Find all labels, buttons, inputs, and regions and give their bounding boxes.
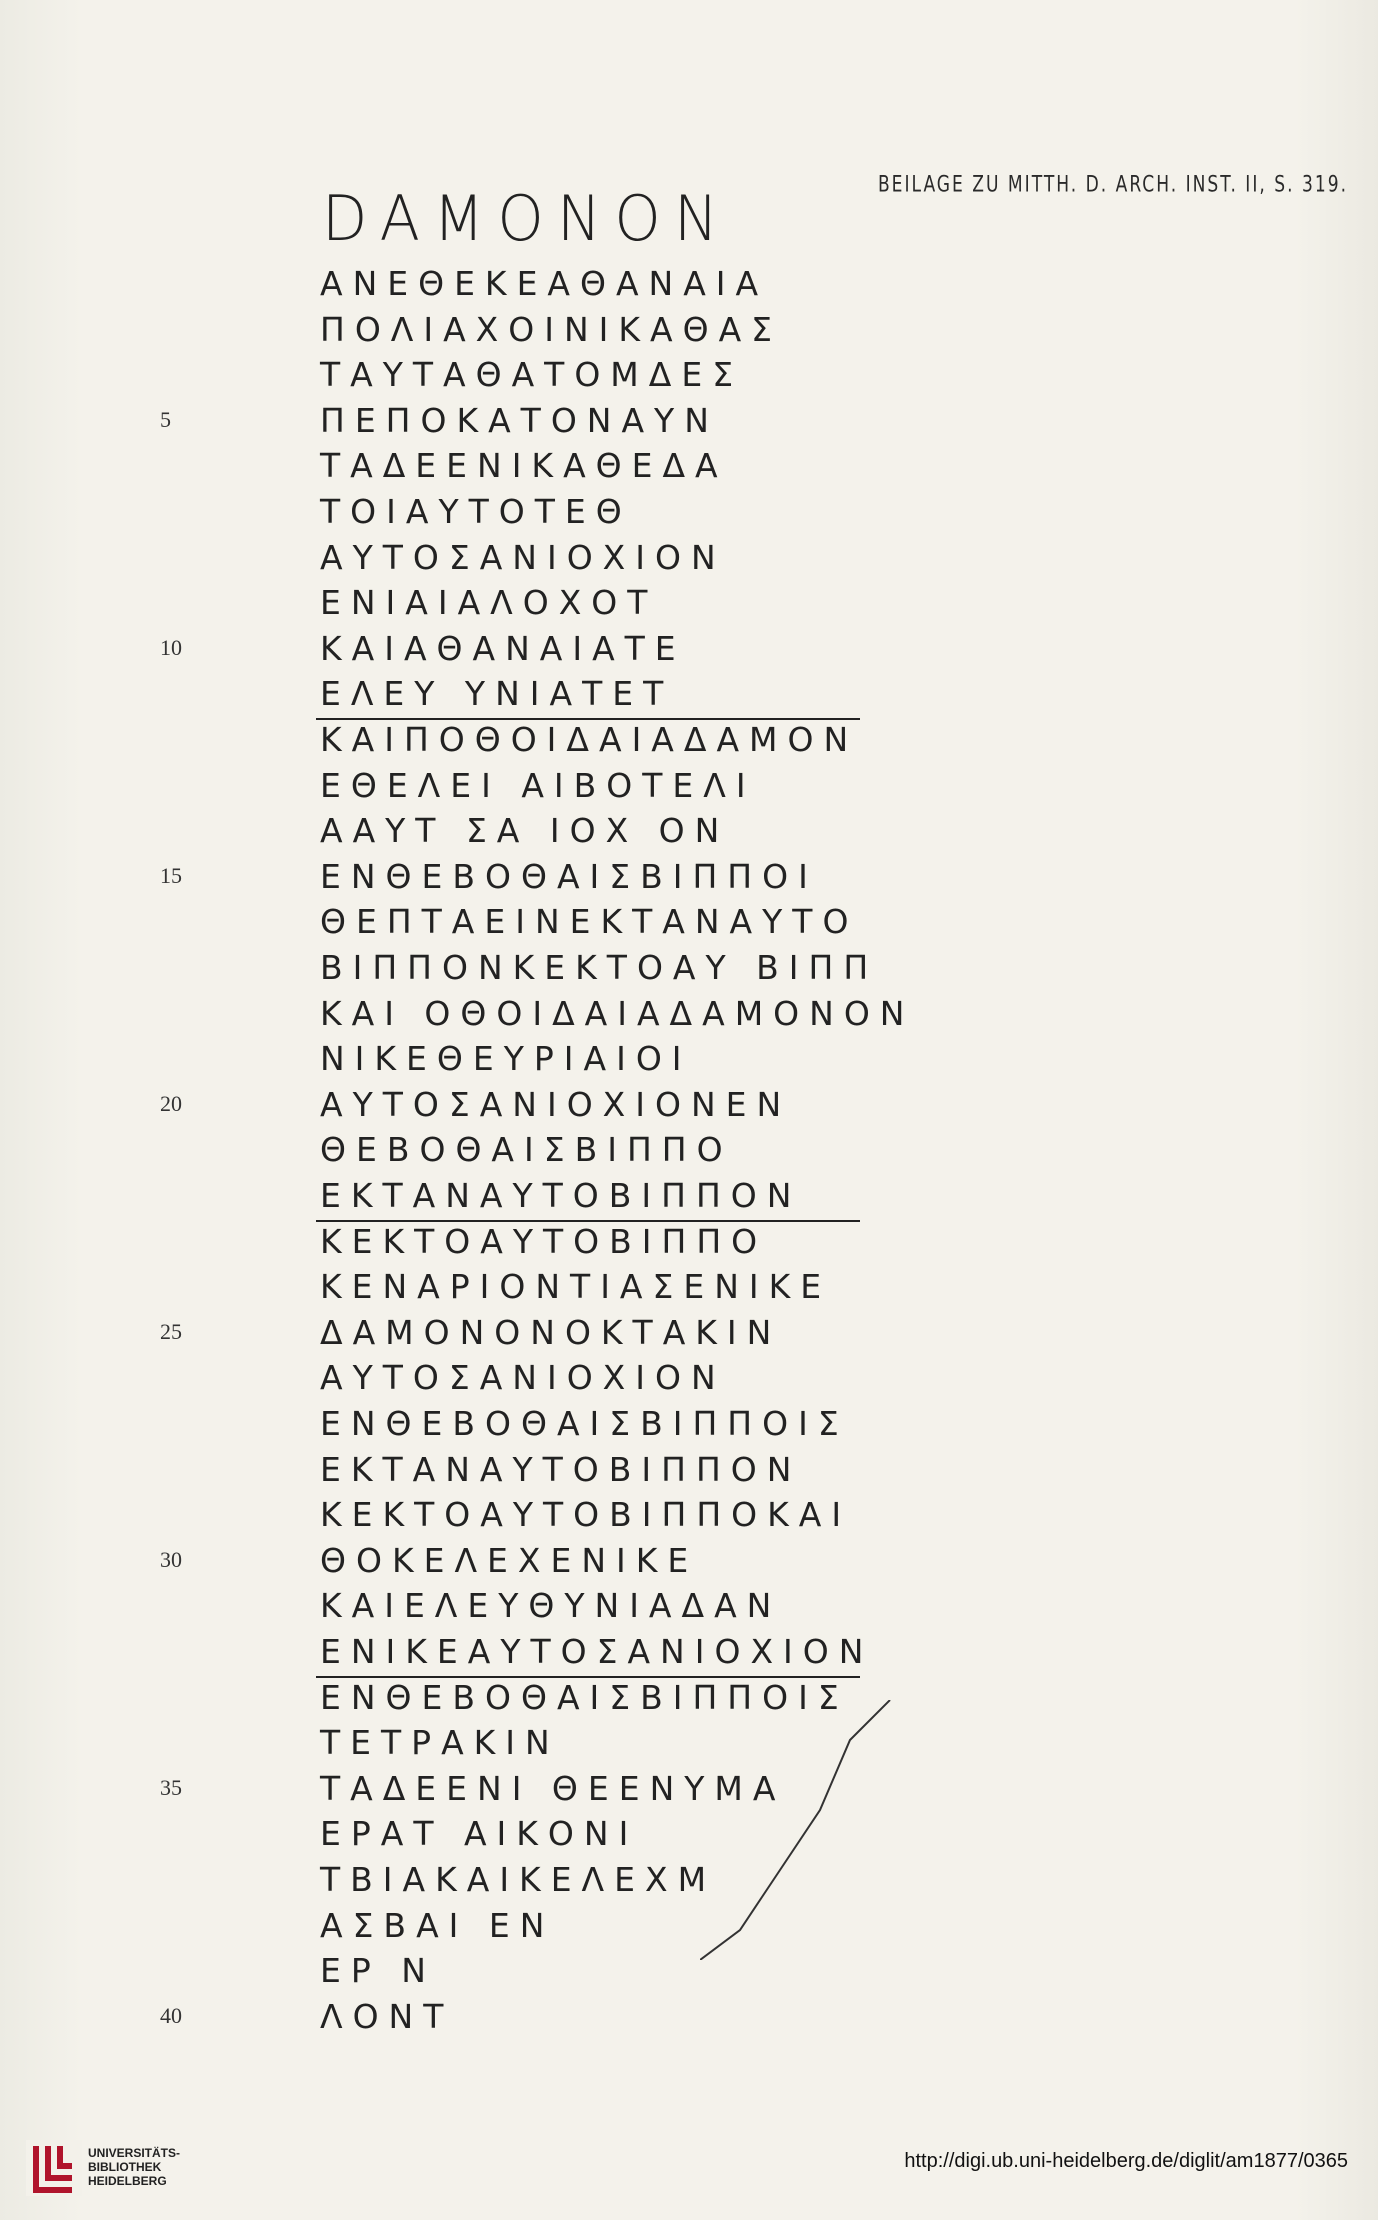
inscription-line: ΚΑΙΕΛΕΥΘΥΝΙΑΔΑΝ	[320, 1586, 782, 1625]
library-name-line-1: UNIVERSITÄTS-	[88, 2146, 181, 2160]
fracture-line	[700, 1700, 900, 1960]
inscription-line: ΕΝΘΕΒΟΘΑΙΣΒΙΠΠΟΙΣ	[320, 1678, 849, 1717]
inscription-line: ΒΙΠΠΟΝΚΕΚΤΟΑΥ ΒΙΠΠ	[320, 948, 879, 987]
line-number: 35	[160, 1775, 182, 1800]
inscription-line: ΑΥΤΟΣΑΝΙΟΧΙΟΝ	[320, 1358, 726, 1397]
inscription-line: ΚΑΙΑΘΑΝΑΙΑΤΕ	[320, 629, 686, 668]
inscription-line: ΘΕΒΟΘΑΙΣΒΙΠΠΟ	[320, 1130, 733, 1169]
inscription-line: ΚΑΙ ΟΘΟΙΔΑΙΑΔΑΜΟΝΟΝ	[320, 994, 915, 1033]
inscription-line: ΘΕΠΤΑΕΙΝΕΚΤΑΝΑΥΤΟ	[320, 902, 859, 941]
library-logo-icon	[26, 2140, 82, 2196]
inscription-line: ΑΣΒΑΙ ΕΝ	[320, 1906, 555, 1945]
inscription-line: ΛΟΝΤ	[320, 1997, 454, 2036]
library-name-line-2: BIBLIOTHEK	[88, 2160, 162, 2174]
line-number: 5	[160, 407, 171, 432]
line-number: 15	[160, 863, 182, 888]
source-url-link[interactable]: http://digi.ub.uni-heidelberg.de/diglit/am1877/0365	[904, 2150, 1348, 2172]
inscription-line: ΝΙΚΕΘΕΥΡΙΑΙΟΙ	[320, 1039, 692, 1078]
inscription-line: ΕΝΘΕΒΟΘΑΙΣΒΙΠΠΟΙ	[320, 857, 818, 896]
inscription-line: ΑΥΤΟΣΑΝΙΟΧΙΟΝ	[320, 538, 726, 577]
inscription-line: ΑΝΕΘΕΚΕΑΘΑΝΑΙΑ	[320, 264, 769, 303]
inscription-line: ΤΟΙΑΥΤΟΤΕΘ	[320, 492, 632, 531]
library-name	[88, 2146, 180, 2188]
inscription-line: ΚΑΙΠΟΘΟΙΔΑΙΑΔΑΜΟΝ	[320, 720, 859, 759]
inscription-line: ΚΕΝΑΡΙΟΝΤΙΑΣΕΝΙΚΕ	[320, 1267, 832, 1306]
inscription-line: ΕΡΑΤ ΑΙΚΟΝΙ	[320, 1814, 639, 1853]
line-number: 25	[160, 1319, 182, 1344]
inscription-heading: DAMONON	[322, 182, 732, 255]
inscription-line: ΕΚΤΑΝΑΥΤΟΒΙΠΠΟΝ	[320, 1450, 802, 1489]
inscription-line: ΚΕΚΤΟΑΥΤΟΒΙΠΠΟ	[320, 1222, 768, 1261]
inscription-line: ΕΚΤΑΝΑΥΤΟΒΙΠΠΟΝ	[320, 1174, 860, 1218]
plate-caption: BEILAGE ZU MITTH. D. ARCH. INST. II, S. 319.	[877, 172, 1348, 198]
library-name-line-3: HEIDELBERG	[88, 2174, 167, 2188]
inscription-line: ΤΑΔΕΕΝΙ ΘΕΕΝΥΜΑ	[320, 1769, 786, 1808]
line-number: 40	[160, 2003, 182, 2028]
inscription-line: ΑΥΤΟΣΑΝΙΟΧΙΟΝΕΝ	[320, 1085, 792, 1124]
line-number: 10	[160, 635, 182, 660]
inscription-line: ΑΑΥΤ ΣΑ ΙΟΧ ΟΝ	[320, 811, 730, 850]
inscription-line: ΤΒΙΑΚΑΙΚΕΛΕΧΜ	[320, 1860, 717, 1899]
inscription-line: ΤΕΤΡΑΚΙΝ	[320, 1723, 560, 1762]
inscription-line: ΕΝΘΕΒΟΘΑΙΣΒΙΠΠΟΙΣ	[320, 1404, 849, 1443]
inscription-line: ΕΝΙΑΙΑΛΟΧΟΤ	[320, 583, 658, 622]
inscription-line: ΠΟΛΙΑΧΟΙΝΙΚΑΘΑΣ	[320, 310, 783, 349]
inscription-line: ΕΛΕΥ ΥΝΙΑΤΕΤ	[320, 672, 860, 716]
inscription-line: ΠΕΠΟΚΑΤΟΝΑΥΝ	[320, 401, 719, 440]
inscription-line: ΤΑΔΕΕΝΙΚΑΘΕΔΑ	[320, 446, 728, 485]
inscription-line: ΔΑΜΟΝΟΝΟΚΤΑΚΙΝ	[320, 1313, 782, 1352]
inscription-line: ΚΕΚΤΟΑΥΤΟΒΙΠΠΟΚΑΙ	[320, 1495, 852, 1534]
inscription-line: ΕΡ Ν	[320, 1951, 436, 1990]
inscription-line: ΤΑΥΤΑΘΑΤΟΜΔΕΣ	[320, 355, 744, 394]
line-number: 30	[160, 1547, 182, 1572]
inscription-line: ΘΟΚΕΛΕΧΕΝΙΚΕ	[320, 1541, 699, 1580]
inscription-line: ΕΘΕΛΕΙ ΑΙΒΟΤΕΛΙ	[320, 766, 756, 805]
line-number: 20	[160, 1091, 182, 1116]
inscription-line: ΕΝΙΚΕΑΥΤΟΣΑΝΙΟΧΙΟΝ	[320, 1630, 860, 1674]
